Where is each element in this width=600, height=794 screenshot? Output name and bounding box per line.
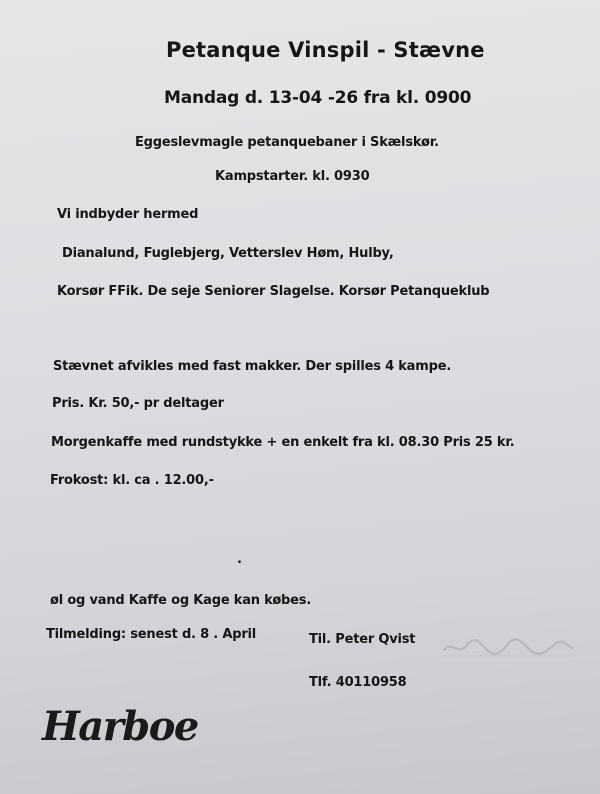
invite-intro: Vi indbyder hermed bbox=[57, 207, 199, 222]
harboe-logo bbox=[40, 698, 240, 750]
contact-phone: Tlf. 40110958 bbox=[309, 675, 407, 690]
invited-clubs-line-2: Korsør FFik. De seje Seniorer Slagelse. Korsør Petanqueklub bbox=[57, 284, 490, 299]
match-start-time: Kampstarter. kl. 0930 bbox=[215, 169, 370, 184]
refreshments-note: øl og vand Kaffe og Kage kan købes. bbox=[50, 593, 312, 608]
invited-clubs-line-1: Dianalund, Fuglebjerg, Vetterslev Høm, Hulby, bbox=[62, 246, 394, 261]
lunch-time: Frokost: kl. ca . 12.00,- bbox=[50, 473, 214, 488]
contact-name: Til. Peter Qvist bbox=[309, 632, 416, 647]
tournament-format: Stævnet afvikles med fast makker. Der spilles 4 kampe. bbox=[53, 359, 452, 374]
event-title: Petanque Vinspil - Stævne bbox=[166, 38, 485, 62]
signup-deadline: Tilmelding: senest d. 8 . April bbox=[46, 627, 257, 642]
separator-dot: . bbox=[237, 552, 242, 567]
event-venue: Eggeslevmagle petanquebaner i Skælskør. bbox=[135, 135, 439, 150]
entry-price: Pris. Kr. 50,- pr deltager bbox=[52, 396, 224, 411]
redacted-signature bbox=[442, 636, 574, 658]
breakfast-offer: Morgenkaffe med rundstykke + en enkelt fra kl. 08.30 Pris 25 kr. bbox=[51, 435, 515, 450]
event-date: Mandag d. 13-04 -26 fra kl. 0900 bbox=[164, 88, 472, 108]
harboe-logo-text: Harboe bbox=[42, 703, 198, 750]
